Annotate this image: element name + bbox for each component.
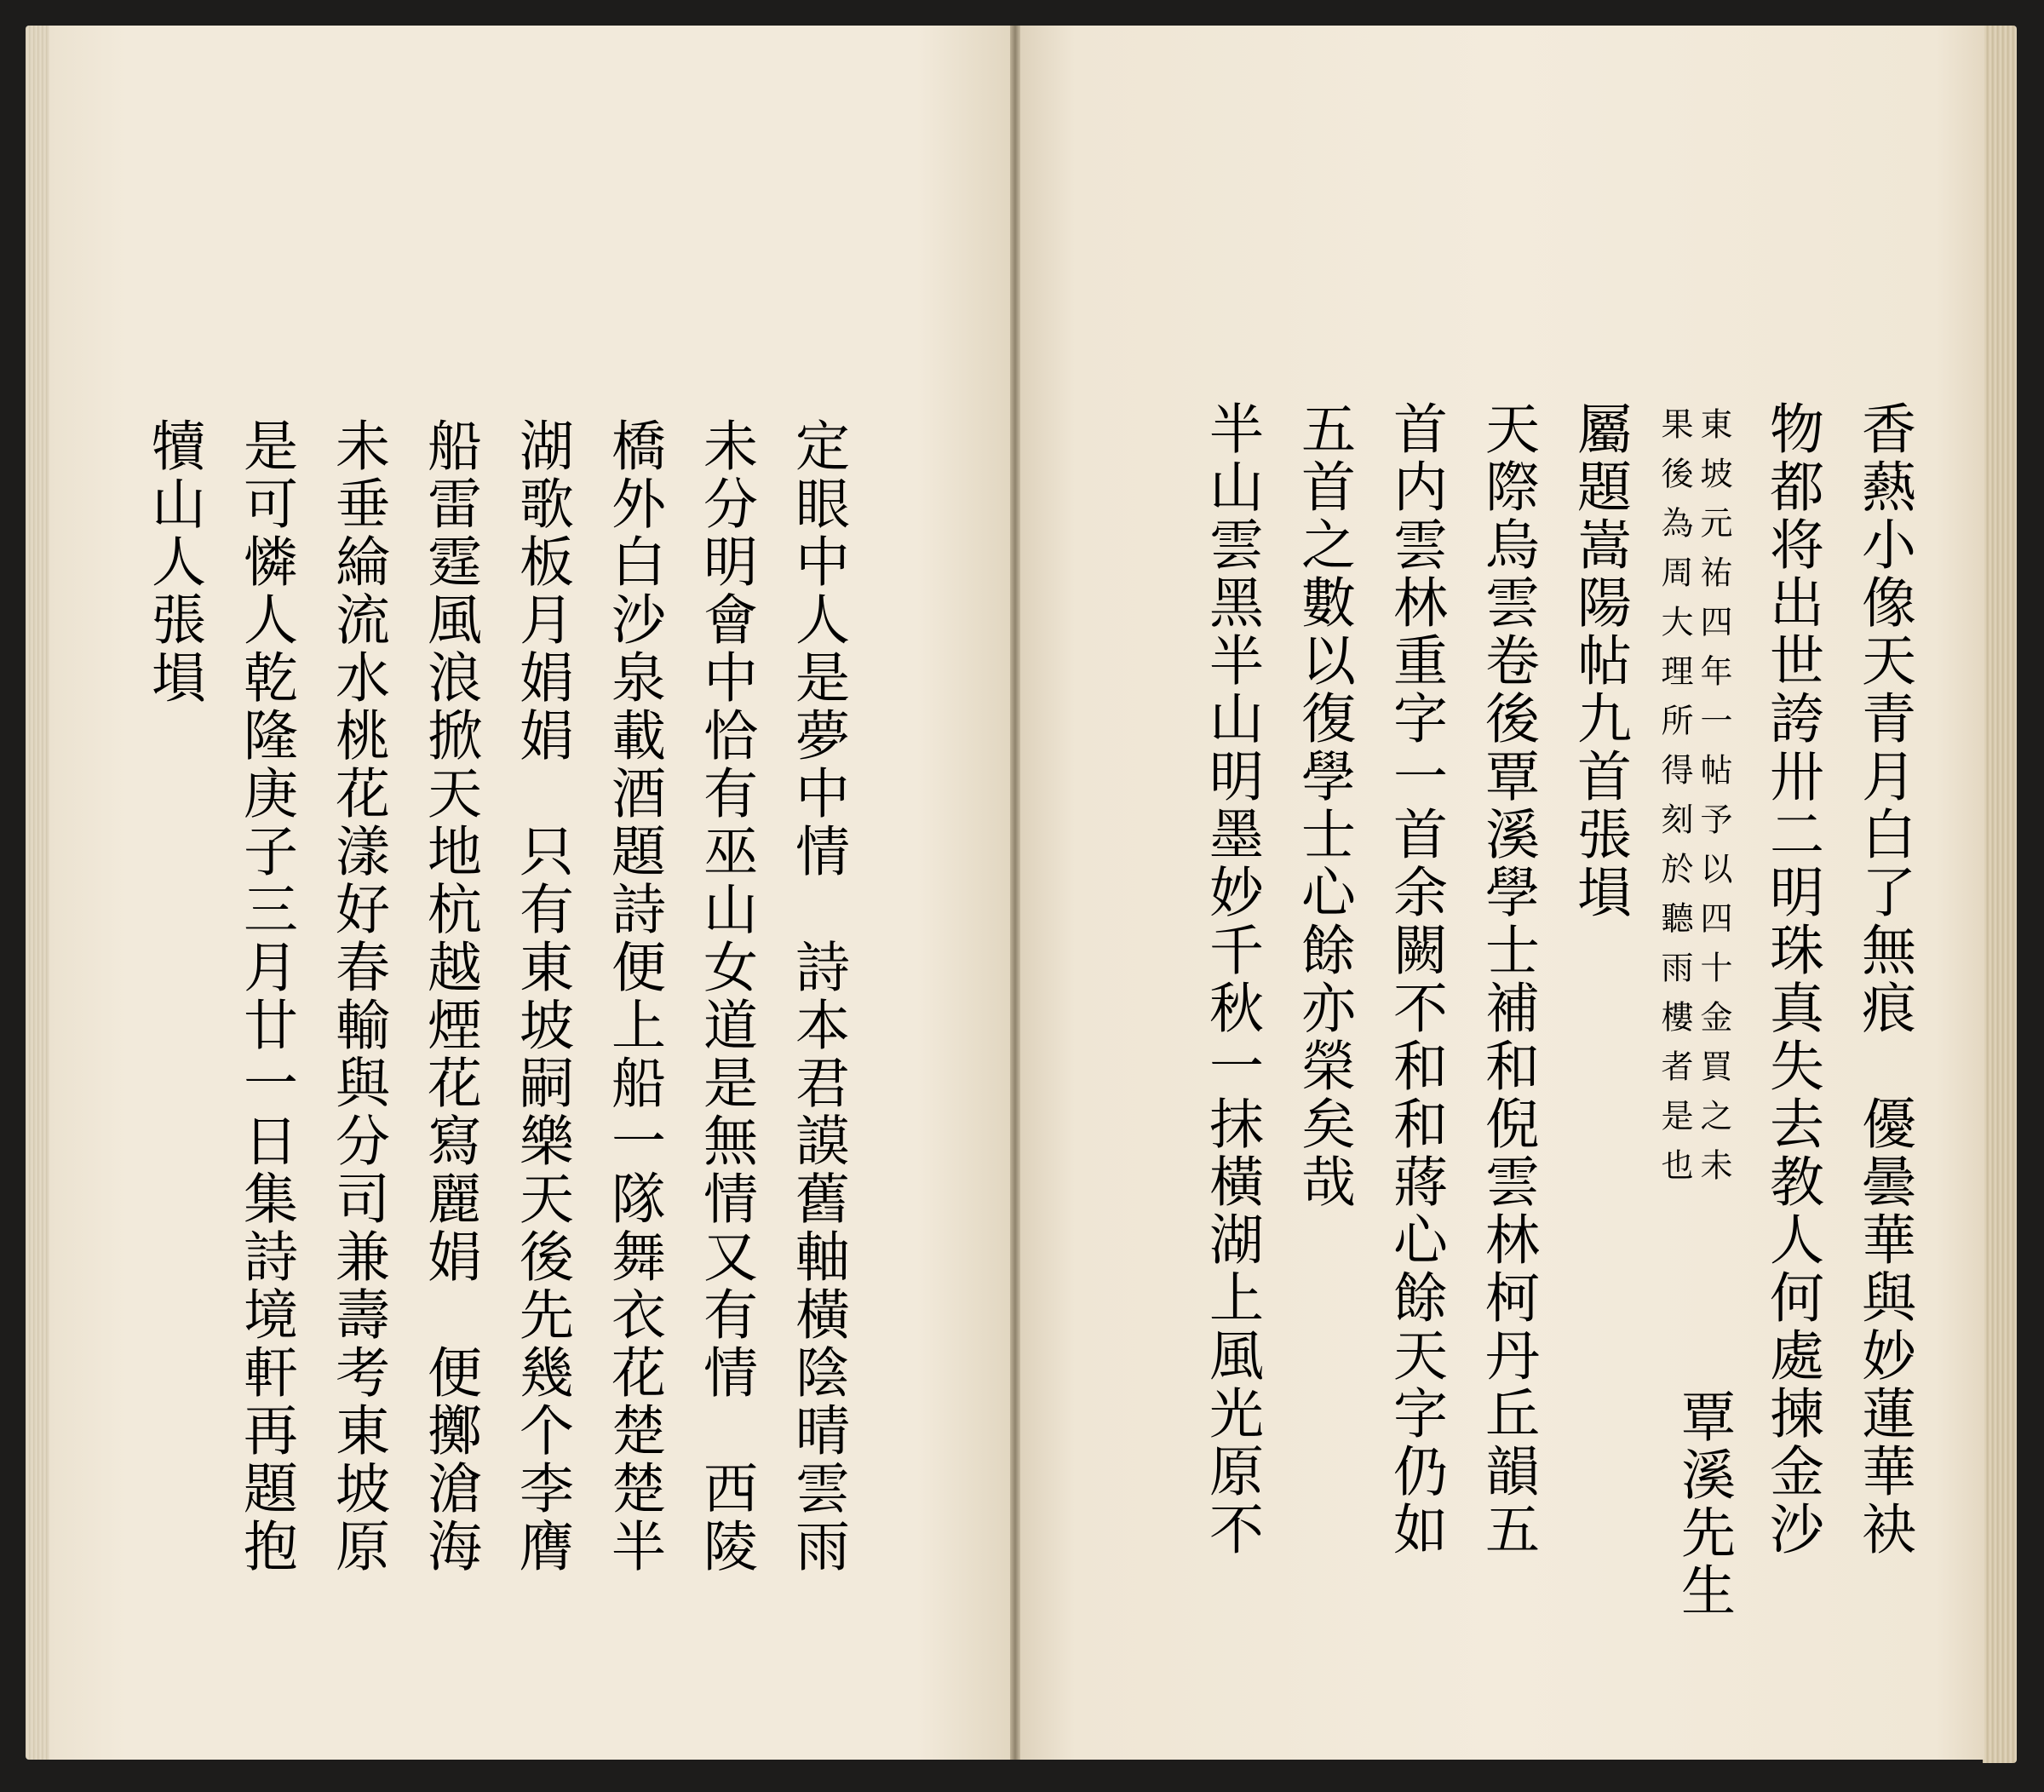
right-column-7: 首内雲林重字一首余闕不和和蔣心餘天字仍如 — [1384, 400, 1447, 1559]
left-column-1: 定眼中人是夢中情 詩本君謨舊軸橫陰晴雲雨 — [786, 417, 849, 1576]
right-column-6: 天際烏雲卷後覃溪學士補和倪雲林柯丹丘韻五 — [1476, 400, 1539, 1559]
right-page-edges — [1983, 26, 2017, 1763]
left-column-3: 橋外白沙泉載酒題詩便上船一隊舞衣花楚楚半 — [602, 417, 665, 1576]
right-column-2: 物都将出世誇卅二明珠真失去教人何處揀金沙 — [1760, 400, 1823, 1559]
left-column-4: 湖歌板月娟娟 只有東坡嗣樂天後先幾个李膺 — [510, 417, 573, 1576]
left-page-edges — [26, 26, 51, 1760]
right-column-9: 半山雲黑半山明墨妙千秋一抹橫湖上風光原不 — [1200, 400, 1263, 1559]
right-note-column-2: 果後為周大理所得刻於聽雨樓者是也 — [1656, 407, 1693, 1198]
right-column-5: 屬題嵩陽帖九首張塤 — [1568, 400, 1631, 922]
left-column-7: 是可憐人乾隆庚子三月廿一日集詩境軒再題抱 — [234, 417, 297, 1576]
right-note-tail: 覃溪先生 — [1672, 1388, 1735, 1620]
right-column-1: 香爇小像天青月白了無痕 優曇華與妙蓮華袂 — [1852, 400, 1915, 1559]
left-column-2: 未分明會中恰有巫山女道是無情又有情 西陵 — [694, 417, 757, 1576]
right-column-8: 五首之數以復學士心餘亦榮矣哉 — [1292, 400, 1355, 1211]
left-column-5: 船雷霆風浪掀天地杭越煙花寫麗娟 便擲滄海 — [418, 417, 481, 1576]
book-gutter — [1010, 26, 1020, 1760]
right-note-column-1: 東坡元祐四年一帖予以四十金買之未 — [1695, 407, 1732, 1198]
left-column-6: 未垂綸流水桃花漾好春輸與分司兼壽考東坡原 — [326, 417, 389, 1576]
left-column-8-signature: 犢山人張塤 — [142, 417, 205, 707]
